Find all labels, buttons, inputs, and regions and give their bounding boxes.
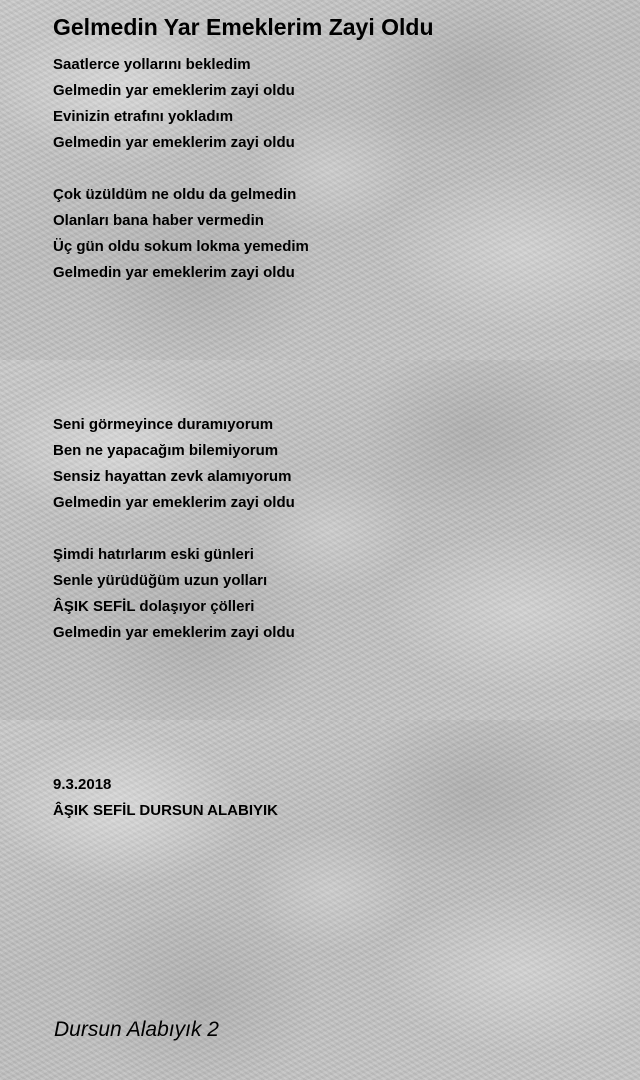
stanza-4 [53,542,295,646]
poem-line: Gelmedin yar emeklerim zayi oldu [53,624,295,641]
poem-line: Üç gün oldu sokum lokma yemedim [53,238,309,255]
poem-line: Gelmedin yar emeklerim zayi oldu [53,134,295,151]
poem-line: Gelmedin yar emeklerim zayi oldu [53,494,295,511]
stanza-1 [53,52,295,156]
poem-line: Seni görmeyince duramıyorum [53,416,274,433]
poem-line: Gelmedin yar emeklerim zayi oldu [53,264,295,281]
poem-signature: ÂŞIK SEFİL DURSUN ALABIYIK [53,802,279,819]
stanza-2 [53,182,309,286]
poem-panel-3 [0,720,640,1080]
poem-line: Çok üzüldüm ne oldu da gelmedin [53,186,297,203]
poem-line: Sensiz hayattan zevk alamıyorum [53,468,292,485]
poem-line: Şimdi hatırlarım eski günleri [53,546,254,563]
poem-line: ÂŞIK SEFİL dolaşıyor çölleri [53,598,255,615]
poem-date: 9.3.2018 [53,776,112,793]
poem-line: Olanları bana haber vermedin [53,212,264,229]
poem-line: Ben ne yapacağım bilemiyorum [53,442,279,459]
poem-panel-1 [0,0,640,360]
author-name: Dursun Alabıyık 2 [54,1018,219,1041]
poem-line: Evinizin etrafını yokladım [53,108,234,125]
poem-line: Gelmedin yar emeklerim zayi oldu [53,82,295,99]
poem-line: Saatlerce yollarını bekledim [53,56,251,73]
stanza-3 [53,412,295,516]
poem-panel-2 [0,360,640,720]
poem-line: Senle yürüdüğüm uzun yolları [53,572,268,589]
poem-title: Gelmedin Yar Emeklerim Zayi Oldu [53,14,434,40]
